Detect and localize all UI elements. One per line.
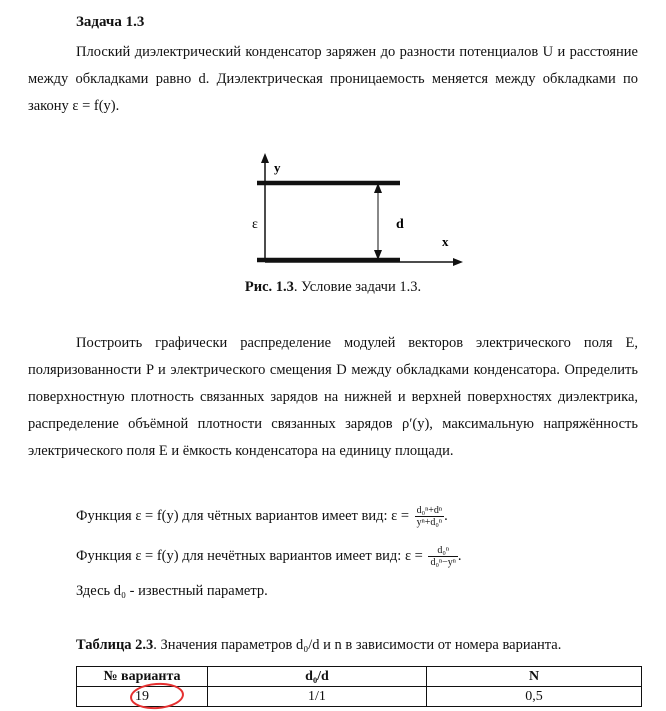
task-description: Плоский диэлектрический конденсатор заряжен до разности потенциалов U и расстояние между обкладками равно d. Диэлектрическая проницаемость меняется между обкладками по закону ε = f(y).	[28, 44, 638, 114]
header-d0-d: d₀/d	[208, 667, 427, 687]
odd-denominator: d₀ⁿ−yⁿ	[430, 557, 456, 568]
cell-n: 0,5	[427, 687, 642, 707]
cell-variant: 19	[77, 687, 208, 707]
task-instructions: Построить графически распределение модулей векторов электрического поля E, поляризованности P и электрического смещения D между обкладками конденсатора. Определить поверхностную плотность связанных зарядов на нижней и верхней поверхностях диэлектрика, распределение объёмной плотности связанных зарядов ρ′(y), максимальную напряжённость электрического поля E и ёмкость конденсатора на единицу площади.	[28, 335, 638, 459]
header-n: N	[427, 667, 642, 687]
even-formula-end: .	[444, 507, 448, 524]
parameter-note: Здесь d₀ - известный параметр.	[76, 583, 268, 599]
task-title: Задача 1.3	[76, 14, 145, 30]
odd-numerator: d₀ⁿ	[428, 545, 457, 557]
epsilon-label: ε	[252, 217, 258, 232]
figure-caption-label: Рис. 1.3	[244, 279, 294, 295]
odd-fraction	[428, 545, 457, 568]
header-variant: № варианта	[77, 667, 208, 687]
figure-caption	[0, 279, 666, 296]
even-formula	[76, 505, 448, 528]
figure-caption-text: . Условие задачи 1.3.	[293, 279, 422, 295]
x-axis-label: x	[442, 234, 449, 249]
d-label: d	[396, 217, 404, 232]
odd-formula	[76, 545, 462, 568]
y-axis-label: y	[274, 160, 281, 175]
even-fraction	[415, 505, 444, 528]
odd-formula-end: .	[457, 547, 462, 564]
odd-formula-text: Функция ε = f(y) для нечётных вариантов имеет вид: ε =	[76, 547, 423, 564]
even-numerator: d₀ⁿ+dⁿ	[416, 505, 443, 516]
even-formula-text: Функция ε = f(y) для чётных вариантов имеет вид: ε =	[76, 507, 410, 524]
table-caption	[76, 637, 561, 654]
table-caption-text: . Значения параметров d₀/d и n в зависимости от номера варианта.	[153, 637, 562, 653]
table-caption-label: Таблица 2.3	[76, 637, 154, 653]
even-denominator: yⁿ+d₀ⁿ	[416, 517, 443, 528]
capacitor-figure	[240, 150, 470, 275]
cell-d0-d: 1/1	[208, 687, 427, 707]
